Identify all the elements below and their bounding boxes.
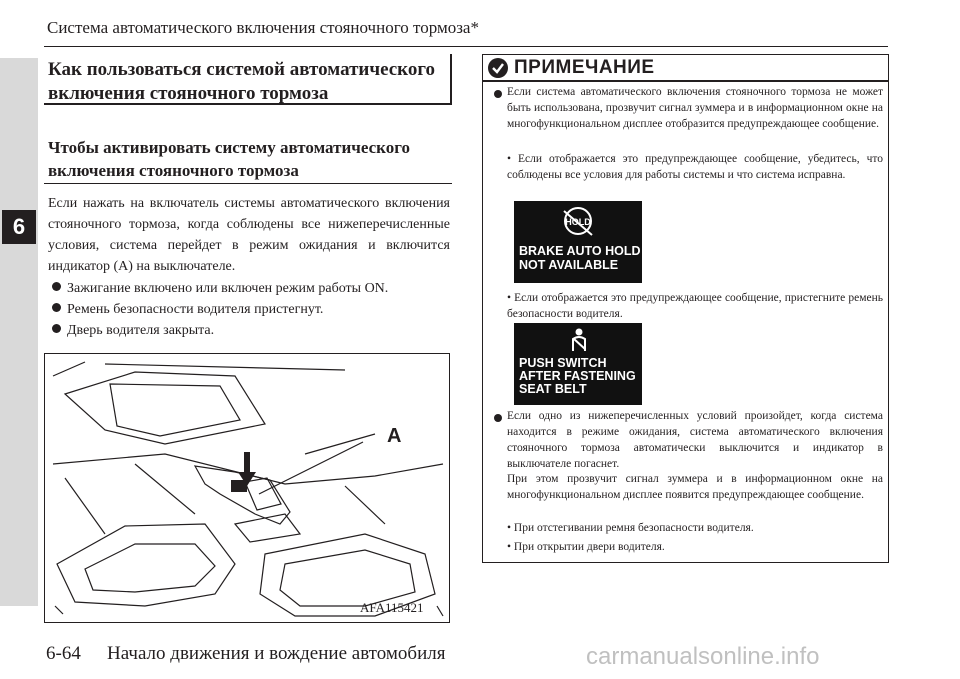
header-rule bbox=[44, 46, 888, 47]
section-heading-box bbox=[44, 54, 452, 105]
chapter-side-tab bbox=[0, 58, 38, 606]
conditions-list bbox=[48, 279, 388, 342]
console-drawing bbox=[45, 354, 449, 622]
note-item-2-continuation: При этом прозвучит сигнал зуммера и в информационном окне на многофункциональном дисплее появится предупреждающее сообщение. bbox=[507, 473, 883, 501]
note-title: ПРИМЕЧАНИЕ bbox=[514, 57, 655, 78]
subsection-rule bbox=[44, 183, 452, 184]
note-box bbox=[482, 54, 889, 563]
list-item: Зажигание включено или включен режим работы ON. bbox=[48, 279, 388, 299]
list-item: Ремень безопасности водителя пристегнут. bbox=[48, 300, 388, 320]
bullet-icon bbox=[52, 324, 61, 333]
message-line: AFTER FASTENING bbox=[519, 369, 636, 383]
bullet-icon bbox=[494, 90, 502, 98]
note-subitem-1: • Если отображается это предупреждающее сообщение, убедитесь, что соблюдены все условия для работы системы и что система исправна. bbox=[507, 153, 883, 181]
indicator-callout-label: A bbox=[387, 425, 402, 447]
seatbelt-icon bbox=[564, 327, 594, 353]
page-number: 6-64 bbox=[46, 643, 81, 664]
bullet-icon bbox=[52, 282, 61, 291]
bullet-icon bbox=[52, 303, 61, 312]
subsection-title: Чтобы активировать систему автоматического включения стояночного тормоза bbox=[48, 138, 410, 180]
message-line: SEAT BELT bbox=[519, 382, 587, 396]
message-line: NOT AVAILABLE bbox=[519, 258, 619, 272]
bullet-icon bbox=[494, 414, 502, 422]
info-icon bbox=[488, 58, 508, 78]
brake-hold-icon bbox=[558, 205, 598, 241]
intro-paragraph: Если нажать на включатель системы автоматического включения стояночного тормоза, когда соблюдены все нижеперечисленные условия, система перейдет в режим ожидания и включится индикатор (A) на выключателе. bbox=[48, 196, 450, 274]
footer-chapter-title: Начало движения и вождение автомобиля bbox=[107, 643, 446, 664]
note-subitem-4: • При открытии двери водителя. bbox=[507, 541, 665, 553]
note-item-1: Если система автоматического включения стояночного тормоза не может быть использована, прозвучит сигнал зуммера и в информационном окне на многофункциональном дисплее отобразится предупреждающее сообщение. bbox=[507, 86, 883, 130]
svg-text:HOLD: HOLD bbox=[565, 217, 591, 227]
list-item: Дверь водителя закрыта. bbox=[48, 321, 388, 341]
illustration-code: AFA115421 bbox=[360, 600, 424, 615]
note-subitem-3: • При отстегивании ремня безопасности водителя. bbox=[507, 522, 754, 534]
watermark-text: carmanualsonline.info bbox=[586, 643, 820, 670]
running-header-title: Система автоматического включения стояночного тормоза* bbox=[47, 18, 479, 37]
note-header bbox=[483, 55, 888, 82]
brake-hold-warning-message bbox=[514, 201, 642, 283]
switch-illustration bbox=[44, 353, 450, 623]
note-item-2: Если одно из нижеперечисленных условий произойдет, когда система находится в режиме ожидания, система автоматического включения стояночного тормоза автоматически выключится и индикатор в выключателе погаснет. bbox=[507, 410, 883, 470]
note-subitem-2: • Если отображается это предупреждающее сообщение, пристегните ремень безопасности водителя. bbox=[507, 292, 883, 320]
message-line: PUSH SWITCH bbox=[519, 356, 607, 370]
seatbelt-warning-message bbox=[514, 323, 642, 405]
message-line: BRAKE AUTO HOLD bbox=[519, 244, 641, 258]
chapter-number-badge: 6 bbox=[2, 210, 36, 244]
section-title: Как пользоваться системой автоматического включения стояночного тормоза bbox=[48, 59, 436, 104]
